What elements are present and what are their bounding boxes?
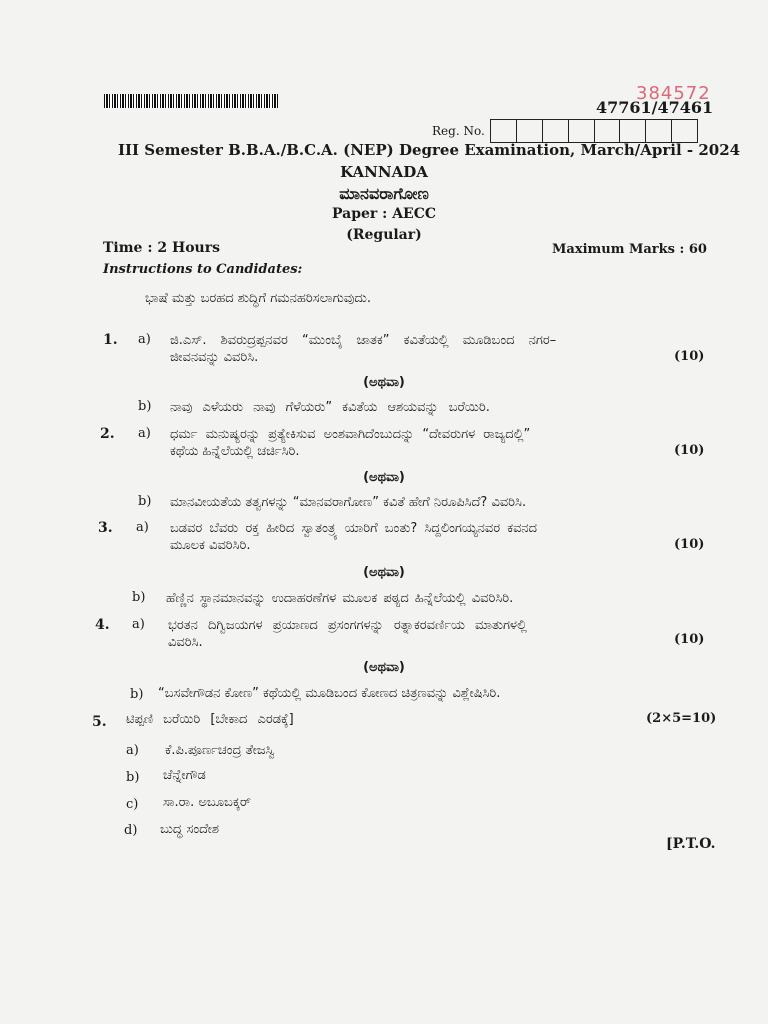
q3-or: (ಅಥವಾ) [363, 565, 405, 580]
q4b-text: “ಬಸವೇಗೌಡನ ಕೋಣ” ಕಥೆಯಲ್ಲಿ ಮೂಡಿಬಂದ ಕೋಣದ ಚಿತ್ರಣವನ್ನು ವಿಶ್ಲೇಷಿಸಿರಿ. [158, 686, 501, 701]
q1-or: (ಅಥವಾ) [363, 375, 405, 390]
paper-code: 47761/47461 [596, 98, 714, 117]
instructions-label: Instructions to Candidates: [103, 262, 303, 277]
barcode [104, 94, 278, 108]
q4-number: 4. [95, 617, 110, 633]
subject-kannada: ಮಾನವರಾಗೋಣ [339, 184, 429, 203]
pto-label: [P.T.O. [666, 836, 716, 852]
time-allowed: Time : 2 Hours [103, 240, 220, 256]
q2a-label: a) [138, 426, 151, 441]
q5-text: ಟಿಪ್ಪಣಿ ಬರೆಯಿರಿ [ಬೇಕಾದ ಎರಡಕ್ಕೆ] [126, 712, 294, 727]
instruction-text: ಭಾಷೆ ಮತ್ತು ಬರಹದ ಶುದ್ಧಿಗೆ ಗಮನಹರಿಸಲಾಗುವುದು. [145, 291, 372, 306]
q5a-label: a) [126, 743, 139, 758]
q2-marks: (10) [674, 443, 705, 458]
q3a-line1: ಬಡವರ ಬೆವರು ರಕ್ತ ಹೀರಿದ ಸ್ವಾತಂತ್ರ್ಯ ಯಾರಿಗೆ ಬಂತು? ಸಿದ್ದಲಿಂಗಯ್ಯನವರ ಕವನದ [170, 521, 538, 536]
q4a-line1: ಭರತನ ದಿಗ್ವಿಜಯಗಳ ಪ್ರಯಾಣದ ಪ್ರಸಂಗಗಳನ್ನು ರತ್ನಾಕರವರ್ಣಿಯ ಮಾತುಗಳಲ್ಲಿ [168, 618, 527, 633]
q5d-text: ಬುದ್ಧ ಸಂದೇಶ [160, 822, 219, 837]
q4-or: (ಅಥವಾ) [363, 660, 405, 675]
q1-marks: (10) [674, 349, 705, 364]
q4b-label: b) [130, 687, 144, 702]
q2a-line2: ಕಥೆಯ ಹಿನ್ನೆಲೆಯಲ್ಲಿ ಚರ್ಚಿಸಿರಿ. [170, 444, 300, 459]
subject: KANNADA [340, 163, 428, 181]
q5-number: 5. [92, 714, 107, 730]
q2b-label: b) [138, 494, 152, 509]
q3-number: 3. [98, 520, 113, 536]
q4a-line2: ವಿವರಿಸಿ. [168, 635, 203, 650]
q5-marks: (2×5=10) [646, 711, 717, 726]
q1-number: 1. [103, 332, 118, 348]
q5b-text: ಚೆನ್ನೇಗೌಡ [163, 768, 206, 783]
max-marks: Maximum Marks : 60 [552, 242, 707, 257]
q1a-line1: ಜಿ.ಎಸ್. ಶಿವರುದ್ರಪ್ಪನವರ “ಮುಂಬೈ ಜಾತಕ” ಕವಿತೆಯಲ್ಲಿ ಮೂಡಿಬಂದ ನಗರ– [170, 333, 557, 348]
q5a-text: ಕೆ.ಪಿ.ಪೂರ್ಣಚಂದ್ರ ತೇಜಸ್ವಿ [165, 743, 275, 758]
q3b-label: b) [132, 590, 146, 605]
q3-marks: (10) [674, 537, 705, 552]
q2-number: 2. [100, 426, 115, 442]
q2-or: (ಅಥವಾ) [363, 470, 405, 485]
q2a-line1: ಧರ್ಮ ಮನುಷ್ಯರನ್ನು ಪ್ರತ್ಯೇಕಿಸುವ ಅಂಶವಾಗಿದೆಂಬುದನ್ನು “ದೇವರುಗಳ ರಾಜ್ಯದಲ್ಲಿ” [170, 427, 531, 442]
q5b-label: b) [126, 770, 140, 785]
handwritten-serial: 384572 [636, 83, 711, 104]
q1a-line2: ಜೀವನವನ್ನು ವಿವರಿಸಿ. [170, 350, 259, 365]
q3a-line2: ಮೂಲಕ ವಿವರಿಸಿರಿ. [170, 538, 251, 553]
q1b-label: b) [138, 399, 152, 414]
exam-title: III Semester B.B.A./B.C.A. (NEP) Degree Examination, March/April - 2024 [118, 141, 741, 159]
q5c-text: ಸಾ.ರಾ. ಅಬೂಬಕ್ಕರ್ [163, 795, 251, 810]
paper-name: Paper : AECC [331, 206, 437, 222]
q5d-label: d) [124, 823, 138, 838]
exam-type: (Regular) [346, 227, 422, 243]
q3a-label: a) [136, 520, 149, 535]
q4-marks: (10) [674, 632, 705, 647]
q4a-label: a) [132, 617, 145, 632]
q5c-label: c) [126, 797, 139, 812]
reg-no-label: Reg. No. [432, 124, 485, 138]
q2b-text: ಮಾನವೀಯತೆಯ ತತ್ವಗಳನ್ನು “ಮಾನವರಾಗೋಣ” ಕವಿತೆ ಹೇಗೆ ನಿರೂಪಿಸಿದೆ? ವಿವರಿಸಿ. [170, 495, 527, 510]
q1b-text: ನಾವು ಎಳೆಯರು ನಾವು ಗೆಳೆಯರು” ಕವಿತೆಯ ಆಶಯವನ್ನು ಬರೆಯಿರಿ. [170, 400, 490, 415]
reg-no-boxes [490, 119, 698, 143]
q3b-text: ಹೆಣ್ಣಿನ ಸ್ಥಾನಮಾನವನ್ನು ಉದಾಹರಣೆಗಳ ಮೂಲಕ ಪಠ್ಯದ ಹಿನ್ನೆಲೆಯಲ್ಲಿ ವಿವರಿಸಿರಿ. [166, 591, 514, 606]
q1a-label: a) [138, 332, 151, 347]
